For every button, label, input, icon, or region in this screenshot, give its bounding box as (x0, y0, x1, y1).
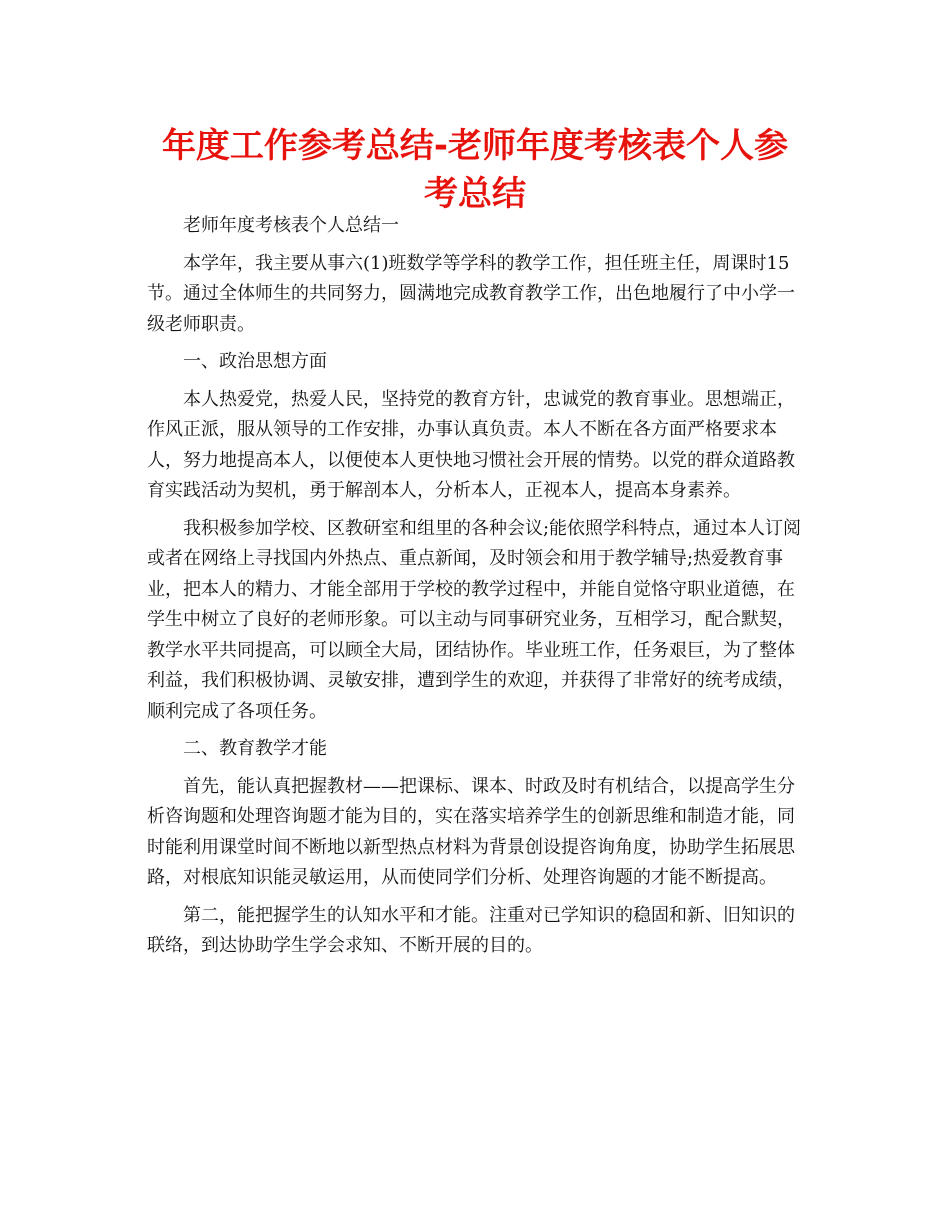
section-heading-politics: 一、政治思想方面 (183, 351, 327, 372)
paragraph-intro: 本学年，我主要从事六(1)班数学等学科的教学工作，担任班主任，周课时15节。通过全体师生的共同努力，圆满地完成教育教学工作，出色地履行了中小学一级老师职责。 (147, 252, 795, 335)
section-heading-teaching: 二、教育教学才能 (183, 738, 327, 759)
paragraph-first: 首先，能认真把握教材——把课标、课本、时政及时有机结合，以提高学生分析咨询题和处理咨询题才能为目的，实在落实培养学生的创新思维和制造才能，同时能利用课堂时间不断地以新型热点材料为背景创设提咨询角度，协助学生拓展思路，对根底知识能灵敏运用，从而使同学们分析、处理咨询题的才能不断提高。 (147, 775, 795, 888)
paragraph-second: 第二，能把握学生的认知水平和才能。注重对已学知识的稳固和新、旧知识的联络，到达协助学生学会求知、不断开展的目的。 (147, 904, 795, 956)
paragraph-politics: 本人热爱党，热爱人民，坚持党的教育方针，忠诚党的教育事业。思想端正，作风正派，服从领导的工作安排，办事认真负责。本人不断在各方面严格要求本人，努力地提高本人，以便使本人更快地习惯社会开展的情势。以党的群众道路教育实践活动为契机，勇于解剖本人，分析本人，正视本人，提高本身素养。 (147, 388, 795, 501)
paragraph-activities: 我积极参加学校、区教研室和组里的各种会议;能依照学科特点，通过本人订阅或者在网络上寻找国内外热点、重点新闻，及时领会和用于教学辅导;热爱教育事业，把本人的精力、才能全部用于学校的教学过程中，并能自觉恪守职业道德，在学生中树立了良好的老师形象。可以主动与同事研究业务，互相学习，配合默契，教学水平共同提高，可以顾全大局，团结协作。毕业班工作，任务艰巨，为了整体利益，我们积极协调、灵敏安排，遭到学生的欢迎，并获得了非常好的统考成绩，顺利完成了各项任务。 (147, 517, 802, 722)
document-subtitle: 老师年度考核表个人总结一 (183, 215, 399, 236)
document-body (147, 211, 807, 969)
document-title: 年度工作参考总结-老师年度考核表个人参考总结 (161, 126, 789, 214)
